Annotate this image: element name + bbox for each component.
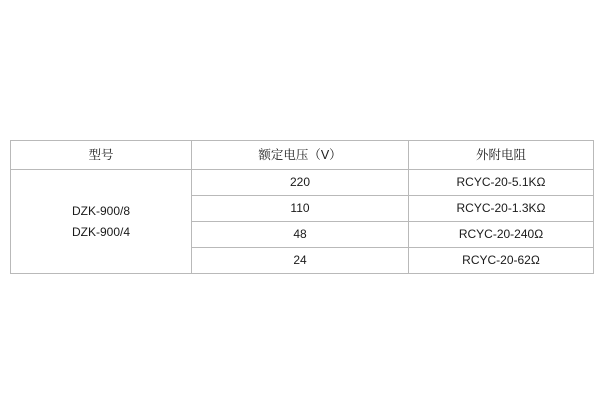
voltage-value: 220 xyxy=(192,170,409,196)
table-header-row xyxy=(11,141,594,170)
resistance-value: RCYC-20-5.1KΩ xyxy=(409,170,594,196)
column-header-resistance: 外附电阻 xyxy=(409,141,594,170)
resistance-value: RCYC-20-1.3KΩ xyxy=(409,196,594,222)
table-row xyxy=(11,170,594,196)
resistance-value: RCYC-20-62Ω xyxy=(409,248,594,274)
resistance-value: RCYC-20-240Ω xyxy=(409,222,594,248)
voltage-value: 110 xyxy=(192,196,409,222)
column-header-model: 型号 xyxy=(11,141,192,170)
model-line: DZK-900/8 xyxy=(71,204,131,219)
column-header-voltage: 额定电压（V） xyxy=(192,141,409,170)
model-line: DZK-900/4 xyxy=(71,224,131,239)
voltage-value: 48 xyxy=(192,222,409,248)
model-cell xyxy=(11,170,192,274)
specification-table xyxy=(10,140,594,274)
voltage-value: 24 xyxy=(192,248,409,274)
